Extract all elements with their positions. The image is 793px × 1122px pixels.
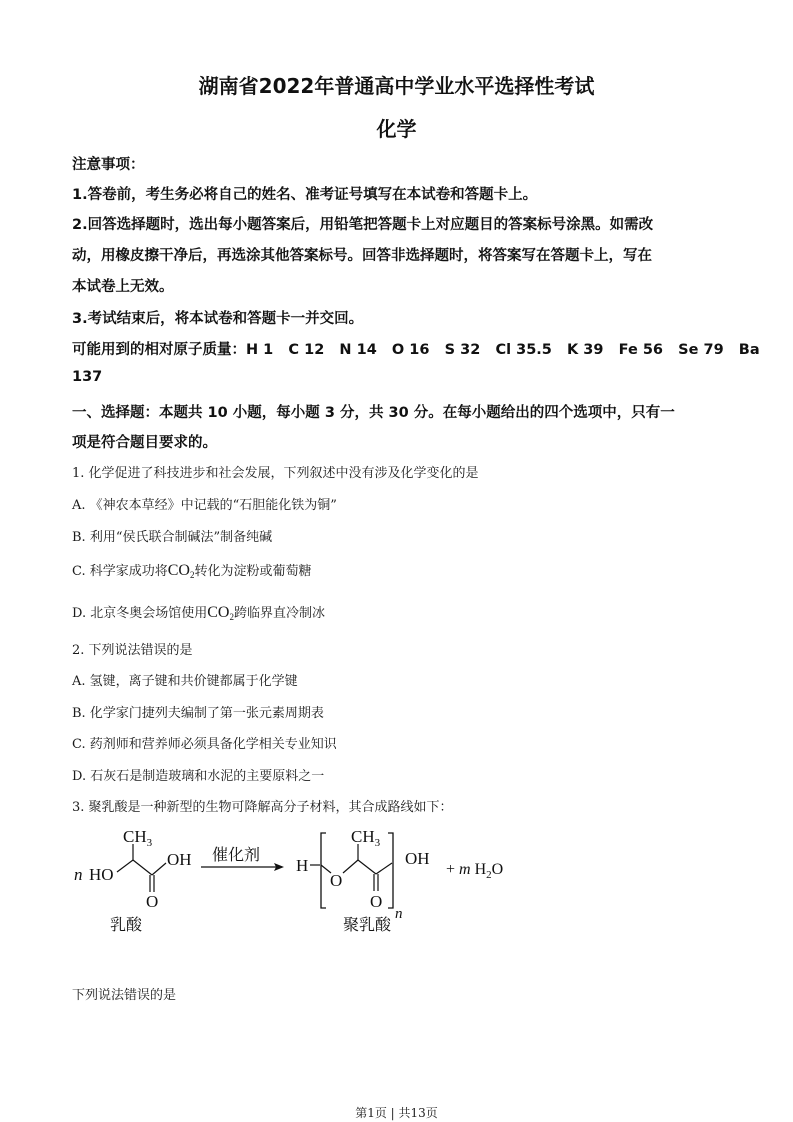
catalyst-label: 催化剂 <box>212 845 261 864</box>
methyl-group-2: $CH_3$ <box>351 827 381 849</box>
co2-subscript: 2 <box>189 570 195 580</box>
q1-option-d-suffix: 跨临界直冷制冰 <box>233 606 325 621</box>
exam-title: 湖南省2022年普通高中学业水平选择性考试 <box>198 74 595 98</box>
terminal-h: H <box>296 856 309 875</box>
bond-c-c <box>133 860 152 875</box>
q1-option-a: A. 《神农本草经》中记载的“石胆能化铁为铜” <box>72 498 337 513</box>
co2-formula <box>207 604 234 621</box>
repeat-n: n <box>395 906 403 922</box>
methyl-group: $CH_3$ <box>123 827 153 849</box>
q2-option-d: D. 石灰石是制造玻璃和水泥的主要原料之一 <box>72 769 325 784</box>
page-footer: 第1页 | 共13页 <box>355 1106 438 1120</box>
left-bracket <box>321 833 326 908</box>
q2-option-b: B. 化学家门捷列夫编制了第一张元素周期表 <box>72 706 324 721</box>
bond-c-oh <box>152 863 166 875</box>
hydroxyl-oh: OH <box>167 850 192 869</box>
q1-option-b: B. 利用“侯氏联合制碱法”制备纯碱 <box>72 530 273 545</box>
atomic-masses-line-1: 可能用到的相对原子质量：H 1 C 12 N 14 O 16 S 32 Cl 35.5 K 39 Fe 56 Se 79 Ba <box>72 342 760 358</box>
atomic-masses-line-2: 137 <box>72 369 103 385</box>
co2-formula <box>168 562 195 579</box>
bond-o-c <box>343 860 358 873</box>
q3-follow-up: 下列说法错误的是 <box>72 988 177 1003</box>
notice-heading: 注意事项： <box>72 157 145 173</box>
notice-item-1: 1.答卷前，考生务必将自己的姓名、准考证号填写在本试卷和答题卡上。 <box>72 187 538 203</box>
section-1-heading-line-2: 项是符合题目要求的。 <box>72 435 217 451</box>
q1-option-c-prefix: C. 科学家成功将 <box>72 564 168 579</box>
ether-o: O <box>330 871 343 890</box>
bond-c-c-2 <box>358 860 376 874</box>
hydroxyl-ho: HO <box>89 865 114 884</box>
co2-subscript: 2 <box>229 612 234 622</box>
q1-option-d <box>72 602 722 622</box>
q1-option-c-suffix: 转化为淀粉或葡萄糖 <box>194 564 312 579</box>
section-1-heading-line-1: 一、选择题：本题共 10 小题，每小题 3 分，共 30 分。在每小题给出的四个选项中，只有一 <box>72 405 675 421</box>
bond-c-bracket <box>376 863 392 874</box>
q2-option-a: A. 氢键，离子键和共价键都属于化学键 <box>72 674 298 689</box>
coefficient-n: n <box>74 865 83 884</box>
bond-ho-c <box>117 860 133 872</box>
q1-option-d-prefix: D. 北京冬奥会场馆使用 <box>72 606 208 621</box>
co2-main: CO <box>207 604 230 621</box>
q1-option-c <box>72 560 722 580</box>
notice-item-2-line-1: 2.回答选择题时，选出每小题答案后，用铅笔把答题卡上对应题目的答案标号涂黑。如需改 <box>72 217 654 233</box>
subject-title: 化学 <box>376 117 417 141</box>
label-lactic-acid: 乳酸 <box>110 915 143 934</box>
notice-item-2-line-3: 本试卷上无效。 <box>72 279 174 295</box>
carbonyl-o-2: O <box>370 892 383 911</box>
notice-item-2-line-2: 动，用橡皮擦干净后，再选涂其他答案标号。回答非选择题时，将答案写在答题卡上，写在 <box>72 248 652 264</box>
notice-item-3: 3.考试结束后，将本试卷和答题卡一并交回。 <box>72 311 364 327</box>
q2-option-c: C. 药剂师和营养师必须具备化学相关专业知识 <box>72 737 337 752</box>
reaction-scheme <box>60 822 540 944</box>
q1-stem: 1. 化学促进了科技进步和社会发展，下列叙述中没有涉及化学变化的是 <box>72 466 479 481</box>
carbonyl-o: O <box>146 892 159 911</box>
byproduct-water: + m $H_2O$ <box>446 861 504 881</box>
co2-main: CO <box>167 562 190 579</box>
right-bracket <box>388 833 393 908</box>
label-polylactic-acid: 聚乳酸 <box>343 915 392 934</box>
hydroxyl-oh-2: OH <box>405 849 430 868</box>
q2-stem: 2. 下列说法错误的是 <box>72 643 193 658</box>
q3-stem: 3. 聚乳酸是一种新型的生物可降解高分子材料，其合成路线如下： <box>72 800 453 815</box>
